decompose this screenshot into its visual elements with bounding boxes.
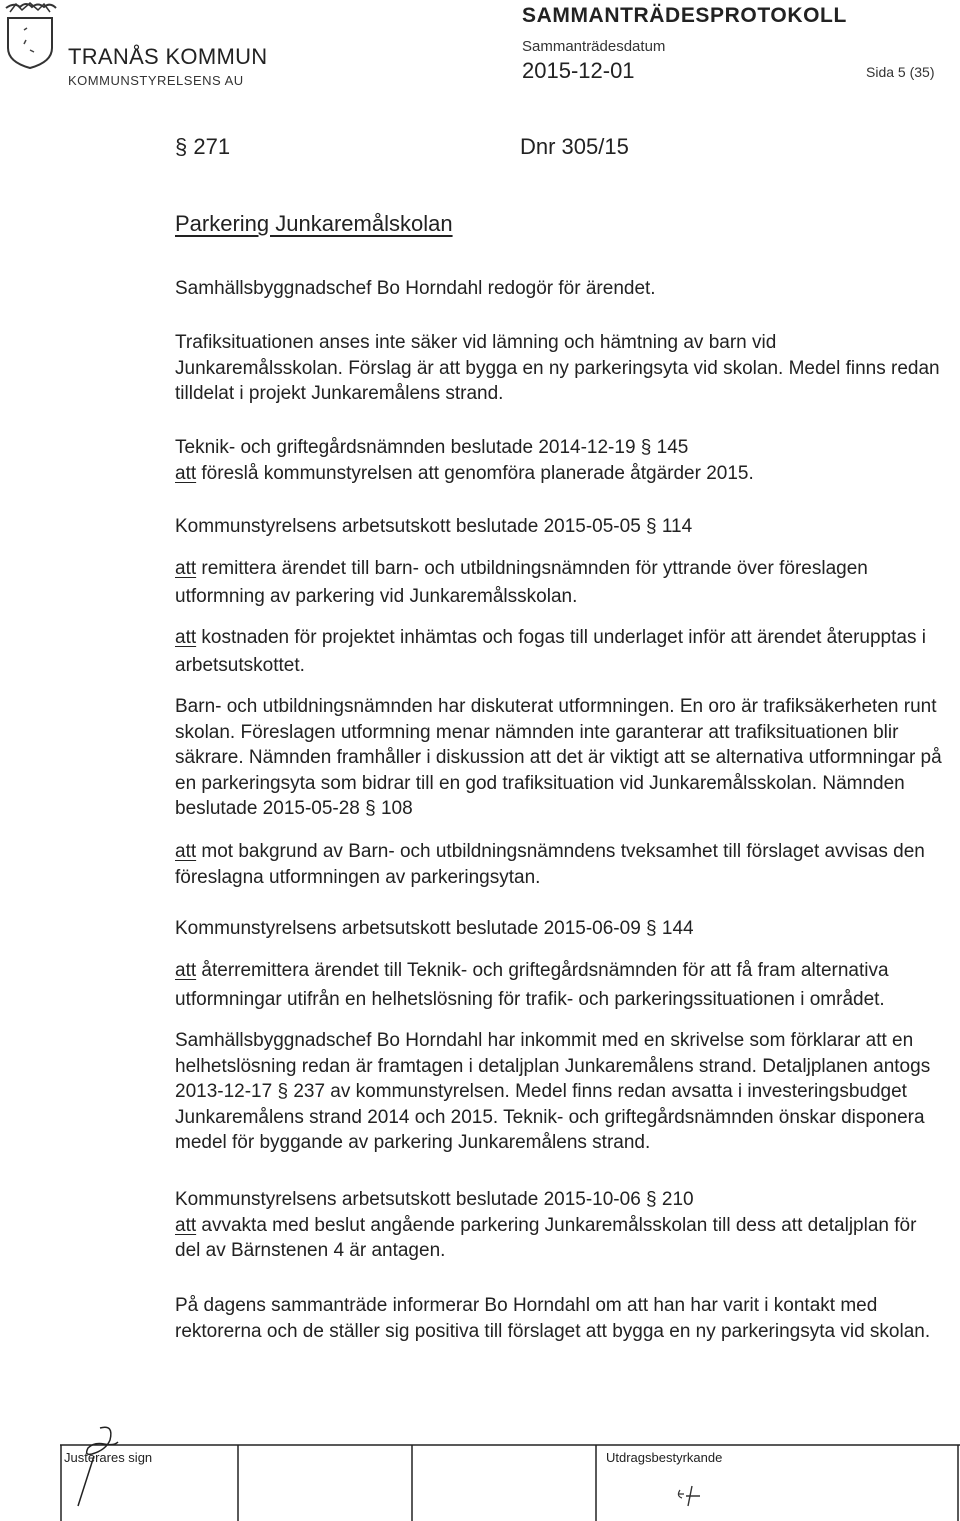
paragraph (175, 694, 947, 822)
paragraph (175, 1028, 947, 1156)
paragraph (175, 330, 947, 407)
organization-unit: KOMMUNSTYRELSENS AU (68, 73, 244, 88)
paragraph-text: mot bakgrund av Barn- och utbildningsnämndens tveksamhet till förslaget avvisas den föreslagna utformningen av parkeringsytan. (175, 841, 925, 888)
page-number: Sida 5 (35) (866, 64, 935, 80)
organization-name: TRANÅS KOMMUN (68, 44, 268, 69)
paragraph (175, 276, 947, 302)
municipality-crest-logo (0, 0, 60, 70)
signature-table (60, 1441, 960, 1521)
paragraph-text: avvakta med beslut angående parkering Junkaremålsskolan till dess att detaljplan för del av Bärnstenen 4 är antagen. (175, 1214, 917, 1262)
case-number: Dnr 305/15 (520, 134, 629, 159)
paragraph-text: Kommunstyrelsens arbetsutskott beslutade 2015-10-06 § 210 (175, 1189, 694, 1210)
document-type: SAMMANTRÄDESPROTOKOLL (522, 4, 847, 27)
handwritten-signature-left (70, 1420, 140, 1510)
att-keyword: att (175, 841, 197, 862)
paragraph (175, 916, 947, 942)
paragraph-text: Kommunstyrelsens arbetsutskott beslutade 2015-05-05 § 114 (175, 516, 693, 537)
paragraph-text: Trafiksituationen anses inte säker vid lämning och hämtning av barn vid Junkaremålsskolan. Förslag är att bygga en ny parkeringsyta vid skolan. Medel finns redan tilldelat i projekt Junkaremålens strand. (175, 332, 940, 405)
case-title: Parkering Junkaremålskolan (175, 211, 453, 236)
att-keyword: att (175, 462, 197, 484)
paragraph-text: Teknik- och griftegårdsnämnden beslutade 2014-12-19 § 145 (175, 437, 689, 458)
paragraph (175, 1187, 947, 1264)
paragraph-text: Samhällsbyggnadschef Bo Horndahl redogör för ärendet. (175, 278, 656, 299)
utdragsbestyrkande-label: Utdragsbestyrkande (606, 1450, 723, 1465)
paragraph-text: Samhällsbyggnadschef Bo Horndahl har inkommit med en skrivelse som förklarar att en helhetslösning redan är framtagen i detaljplan Junkaremålens strand. Detaljplanen antogs 2013-12-17 § 237 av kommunstyrelsen. Medel finns redan avsatta i investeringsbudget Junkaremålens strand 2014 och 2015. Teknik- och griftegårdsnämnden önskar disponera medel för byggande av parkering Junkaremålens strand. (175, 1030, 931, 1154)
att-keyword: att (175, 1214, 197, 1236)
paragraph (175, 514, 947, 540)
att-keyword: att (175, 627, 197, 648)
meeting-date-label: Sammanträdesdatum (522, 38, 666, 55)
meeting-date: 2015-12-01 (522, 58, 635, 83)
paragraph-text: remittera ärendet till barn- och utbildningsnämnden för yttrande över föreslagen utformning av parkering vid Junkaremålsskolan. (175, 558, 868, 607)
paragraph (175, 555, 947, 611)
paragraph-text: På dagens sammanträde informerar Bo Horndahl om att han har varit i kontakt med rektorerna och de ställer sig positiva till förslaget att bygga en ny parkeringsyta vid skolan. (175, 1295, 931, 1342)
handwritten-signature-right (674, 1482, 714, 1510)
justerares-sign-label: Justerares sign (64, 1450, 153, 1465)
paragraph (175, 1293, 947, 1344)
att-keyword: att (175, 558, 197, 579)
paragraph-text: Kommunstyrelsens arbetsutskott beslutade 2015-06-09 § 144 (175, 918, 694, 939)
paragraph-text: Barn- och utbildningsnämnden har diskuterat utformningen. En oro är trafiksäkerheten runt skolan. Föreslagen utformning menar nämnden inte garanterar att trafiksituationen blir säkrare. Nämnden framhåller i diskussion att det är viktigt att se alternativa utformningar på en parkeringsyta som bidrar till en god trafiksituation vid Junkaremålsskolan. Nämnden beslutade 2015-05-28 § 108 (175, 696, 942, 820)
paragraph (175, 956, 947, 1014)
paragraph (175, 624, 947, 680)
paragraph-text: återremittera ärendet till Teknik- och griftegårdsnämnden för att få fram alternativa utformningar utifrån en helhetslösning för trafik- och parkeringssituationen i området. (175, 960, 889, 1010)
paragraph (175, 839, 947, 890)
att-keyword: att (175, 960, 197, 981)
paragraph (175, 435, 947, 486)
paragraph-number: § 271 (175, 134, 231, 159)
paragraph-text: kostnaden för projektet inhämtas och fogas till underlaget inför att ärendet återupptas i arbetsutskottet. (175, 627, 926, 676)
paragraph-text: föreslå kommunstyrelsen att genomföra planerade åtgärder 2015. (196, 462, 754, 484)
